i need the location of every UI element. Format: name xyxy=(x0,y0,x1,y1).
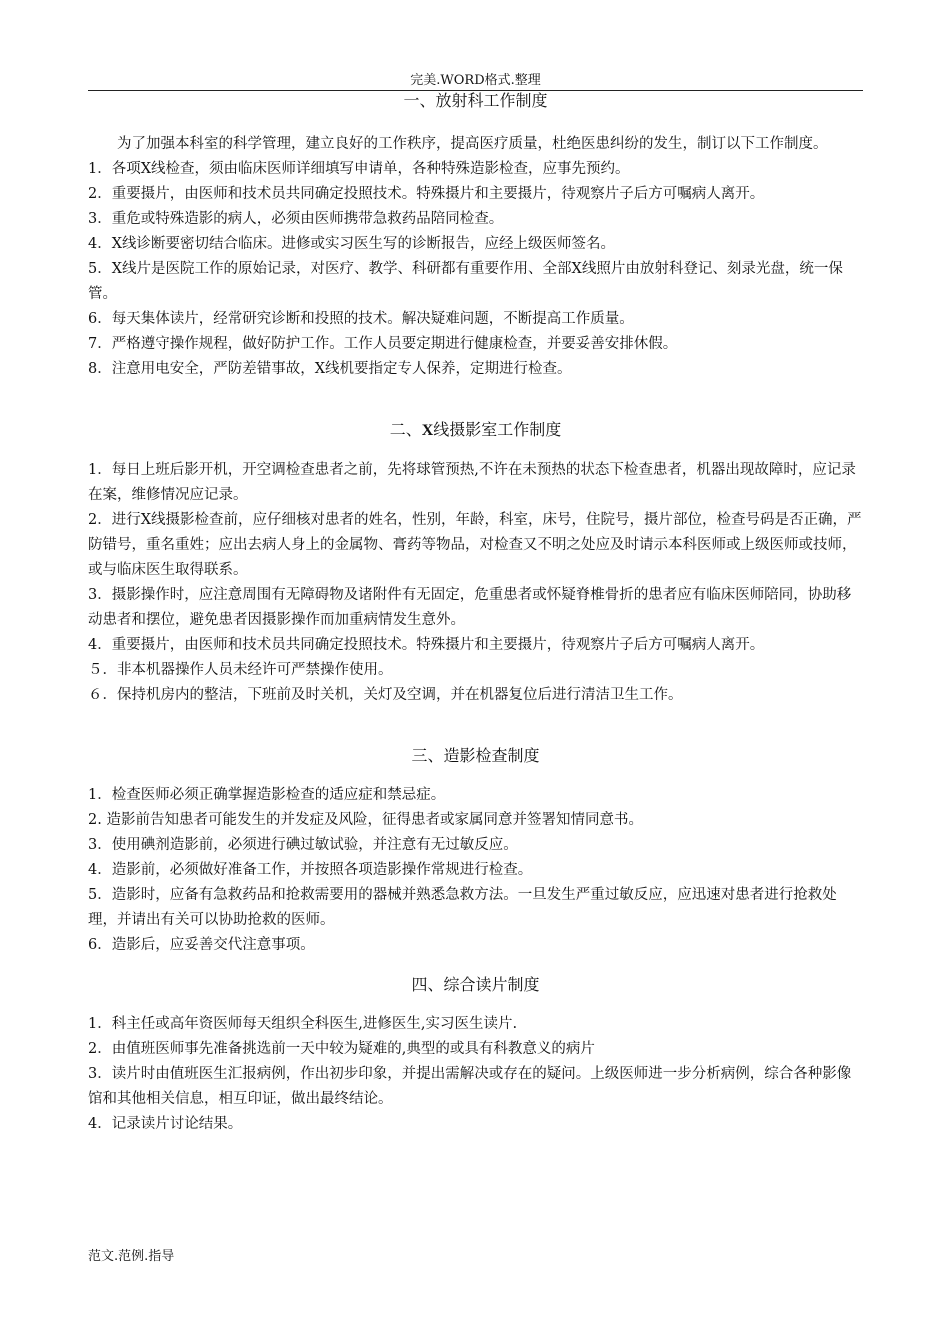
list-item: ６．保持机房内的整洁，下班前及时关机，关灯及空调，并在机器复位后进行清洁卫生工作。 xyxy=(88,687,683,703)
list-item: 3．重危或特殊造影的病人，必须由医师携带急救药品陪同检查。 xyxy=(88,211,504,227)
list-item: 1．各项X线检查，须由临床医师详细填写申请单，各种特殊造影检查，应事先预约。 xyxy=(88,161,630,177)
list-item: 7．严格遵守操作规程，做好防护工作。工作人员要定期进行健康检查，并要妥善安排休假。 xyxy=(88,336,678,352)
list-item: 2. 造影前告知患者可能发生的并发症及风险，征得患者或家属同意并签署知情同意书。 xyxy=(88,812,643,828)
intro-paragraph: 为了加强本科室的科学管理，建立良好的工作秩序，提高医疗质量，杜绝医患纠纷的发生，制订以下工作制度。 xyxy=(117,136,828,152)
list-item: 3．使用碘剂造影前，必须进行碘过敏试验，并注意有无过敏反应。 xyxy=(88,837,518,853)
section-title-prefix: 二、 xyxy=(389,420,422,439)
list-item: 1．检查医师必须正确掌握造影检查的适应症和禁忌症。 xyxy=(88,787,446,803)
section-film-reading-rules xyxy=(88,970,863,1137)
list-item: 4．造影前，必须做好准备工作，并按照各项造影操作常规进行检查。 xyxy=(88,862,533,878)
list-item: 1．每日上班后影开机，开空调检查患者之前，先将球管预热,不许在未预热的状态下检查患者，机器出现故障时，应记录在案，维修情况应记录。 xyxy=(88,462,856,503)
list-item: 6．每天集体读片，经常研究诊断和投照的技术。解决疑难问题，不断提高工作质量。 xyxy=(88,311,634,327)
page-header: 完美.WORD格式.整理 xyxy=(410,73,541,88)
list-item: 2．由值班医师事先准备挑选前一天中较为疑难的,典型的或具有科教意义的病片 xyxy=(88,1041,595,1057)
list-item: 5．X线片是医院工作的原始记录，对医疗、教学、科研都有重要作用、全部X线照片由放射科登记、刻录光盘，统一保管。 xyxy=(88,261,843,302)
list-item: 8．注意用电安全，严防差错事故，X线机要指定专人保养，定期进行检查。 xyxy=(88,361,572,377)
section-radiology-rules xyxy=(88,86,863,382)
section-contrast-exam-rules xyxy=(88,741,863,958)
list-item: 1．科主任或高年资医师每天组织全科医生,进修医生,实习医生读片. xyxy=(88,1016,518,1032)
list-item: 3．摄影操作时，应注意周围有无障碍物及诸附件有无固定，危重患者或怀疑脊椎骨折的患者应有临床医师陪同，协助移动患者和摆位，避免患者因摄影操作而加重病情发生意外。 xyxy=(88,587,852,628)
list-item: ５．非本机器操作人员未经许可严禁操作使用。 xyxy=(88,662,393,678)
section-title: 一、放射科工作制度 xyxy=(403,91,548,110)
document-body xyxy=(88,86,863,1137)
list-item: 2．进行X线摄影检查前，应仔细核对患者的姓名，性别，年龄，科室，床号，住院号，摄片部位，检查号码是否正确，严防错号，重名重姓；应出去病人身上的金属物、膏药等物品，对检查又不明之处应及时请示本科医师或上级医师或技师，或与临床医生取得联系。 xyxy=(88,512,862,578)
list-item: 4．记录读片讨论结果。 xyxy=(88,1116,243,1132)
section-title xyxy=(88,415,863,446)
section-title-bold: X xyxy=(421,422,434,439)
section-title-suffix: 线摄影室工作制度 xyxy=(433,420,562,439)
list-item: 3．读片时由值班医生汇报病例，作出初步印象，并提出需解决或存在的疑问。上级医师进一步分析病例，综合各种影像馆和其他相关信息，相互印证，做出最终结论。 xyxy=(88,1066,852,1107)
list-item: 4．重要摄片，由医师和技术员共同确定投照技术。特殊摄片和主要摄片，待观察片子后方可嘱病人离开。 xyxy=(88,637,765,653)
list-item: 5．造影时，应备有急救药品和抢救需要用的器械并熟悉急救方法。一旦发生严重过敏反应，应迅速对患者进行抢救处理，并请出有关可以协助抢救的医师。 xyxy=(88,887,837,928)
section-title: 三、造影检查制度 xyxy=(411,746,540,765)
section-title: 四、综合读片制度 xyxy=(411,975,540,994)
list-item: 6．造影后，应妥善交代注意事项。 xyxy=(88,937,315,953)
page-footer: 范文.范例.指导 xyxy=(88,1249,175,1264)
list-item: 2．重要摄片，由医师和技术员共同确定投照技术。特殊摄片和主要摄片，待观察片子后方可嘱病人离开。 xyxy=(88,186,765,202)
list-item: 4．X线诊断要密切结合临床。进修或实习医生写的诊断报告，应经上级医师签名。 xyxy=(88,236,616,252)
section-xray-room-rules xyxy=(88,415,863,708)
